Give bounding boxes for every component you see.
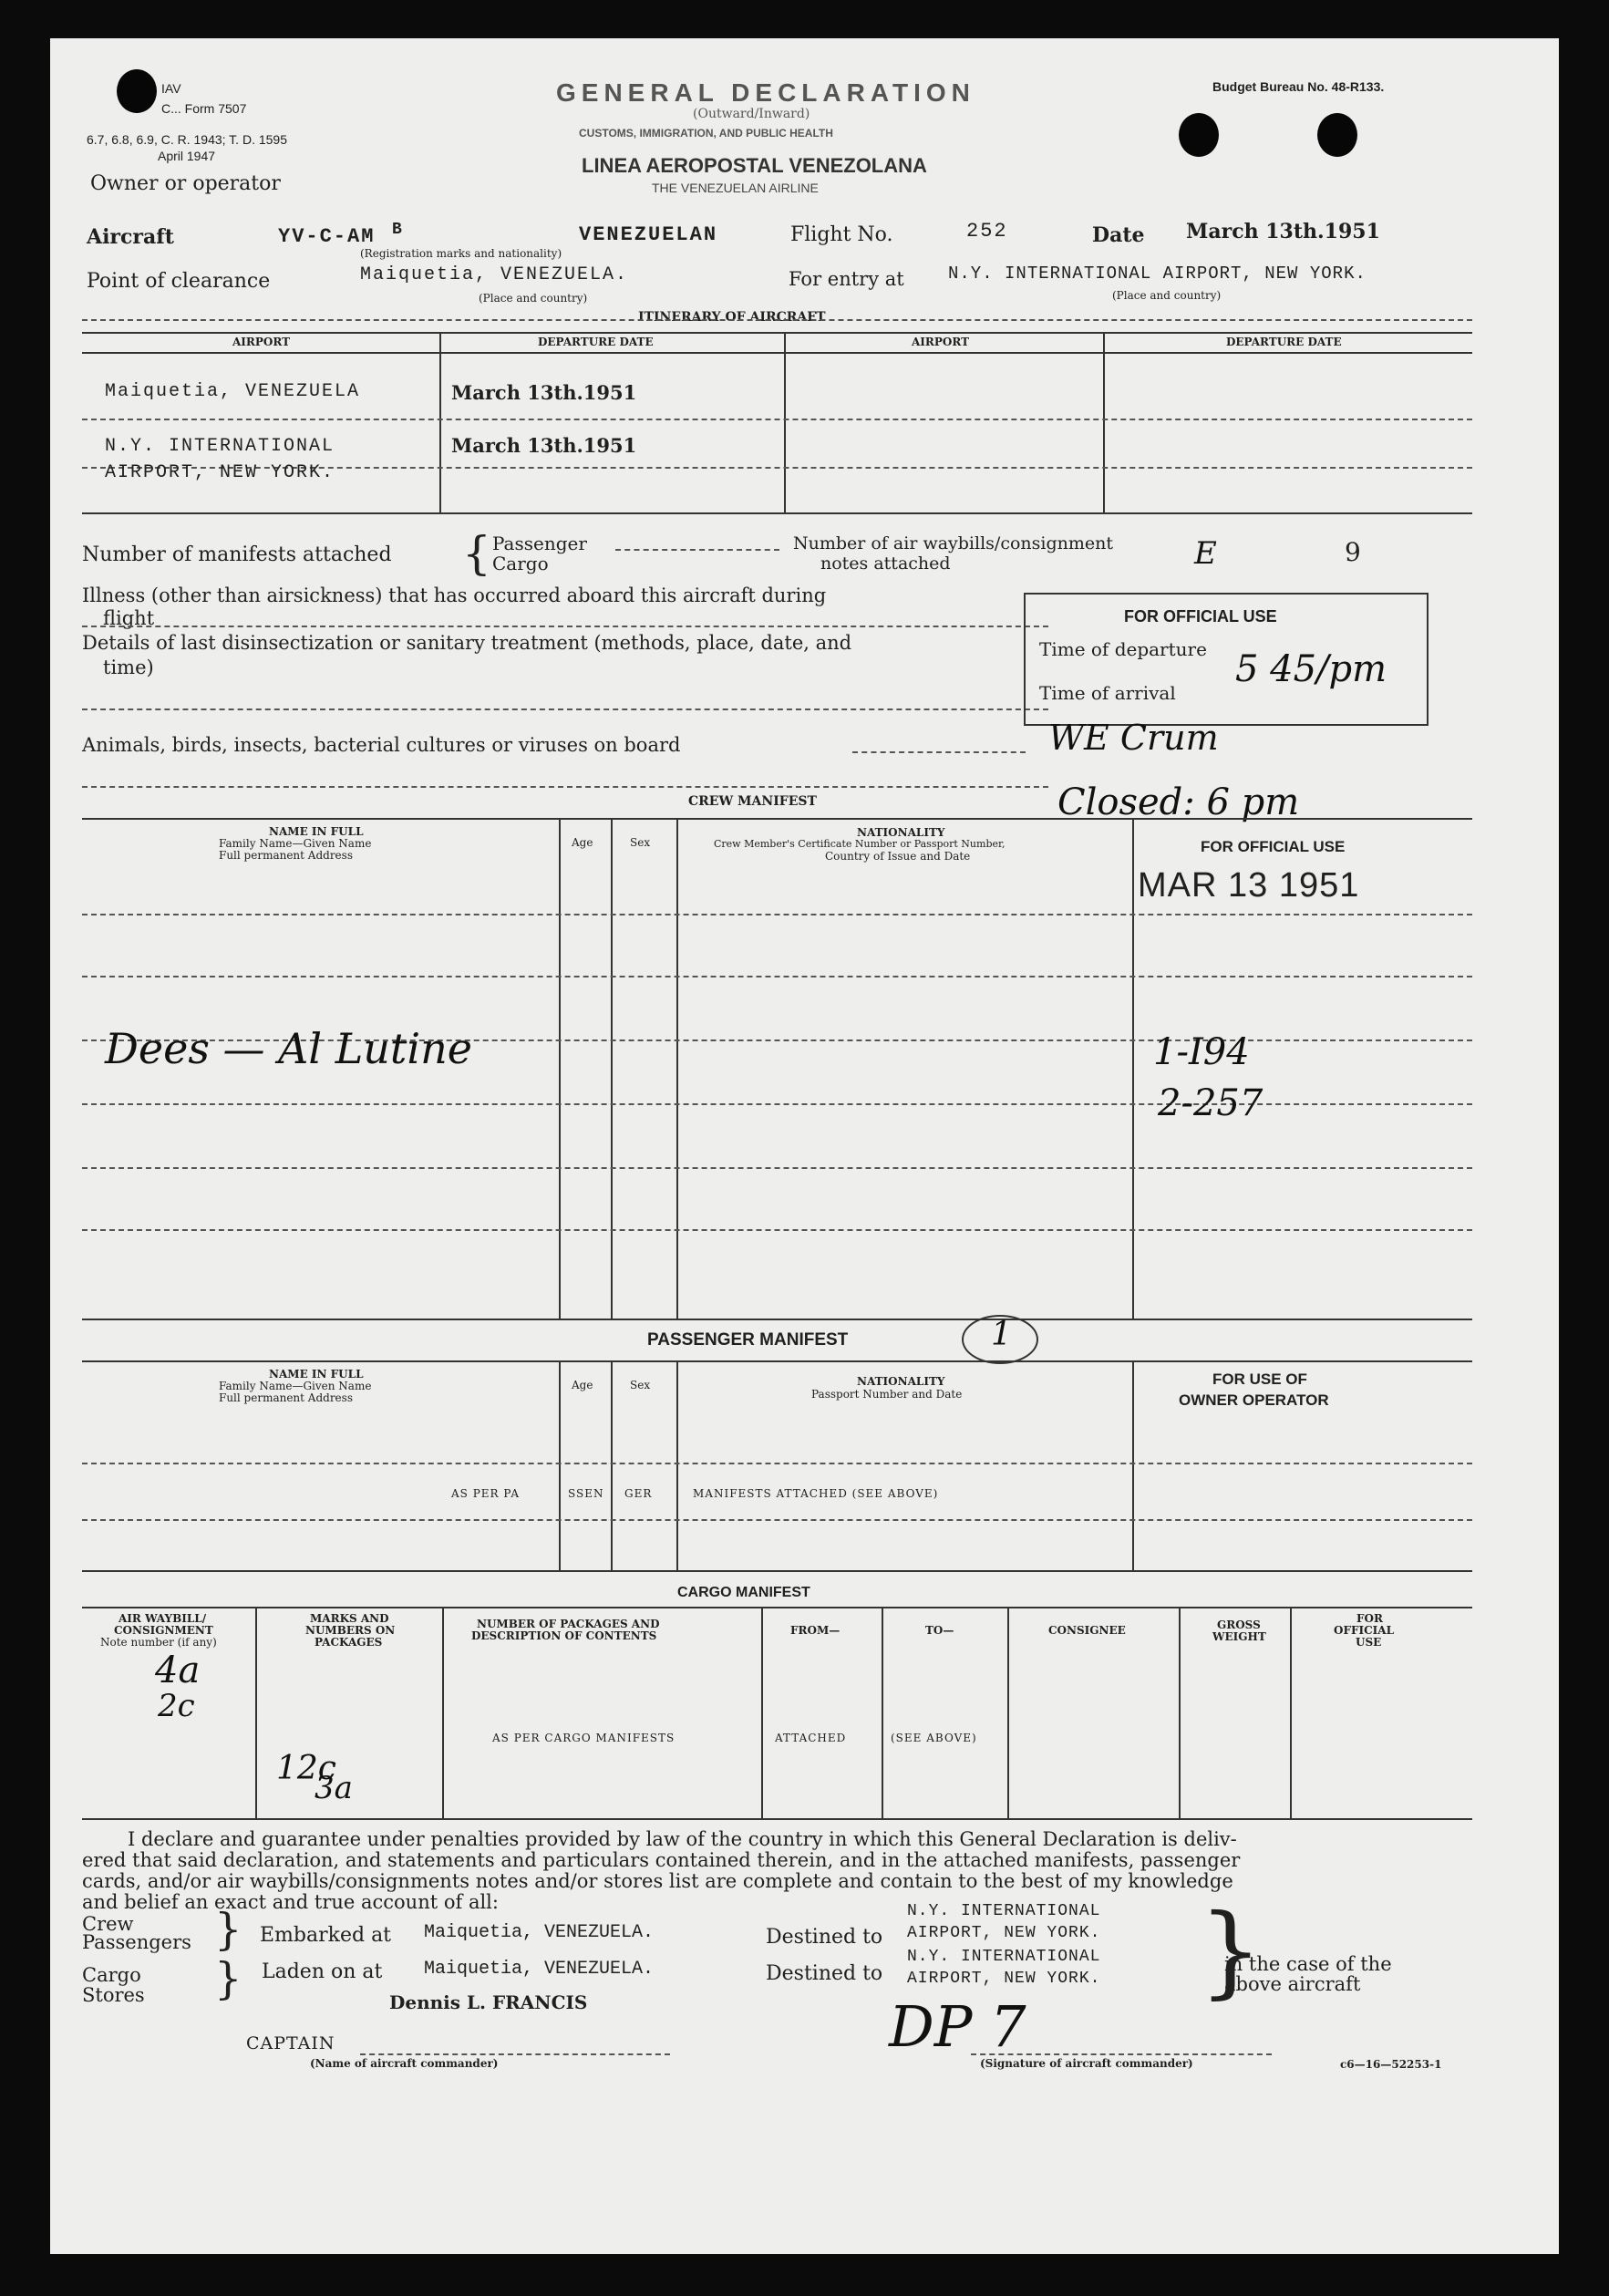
pax-div-name [559,1360,561,1570]
illness-line-2: flight [103,607,155,629]
declaration-line-3: cards, and/or air waybills/consignments notes and/or stores list are complete and contain to the best of my knowledge [82,1870,1233,1892]
cargo-row-desc: AS PER CARGO MANIFESTS [492,1732,676,1744]
cargo-title: CARGO MANIFEST [677,1585,810,1600]
itinerary-header-date-1: DEPARTURE DATE [538,336,654,348]
manifests-passenger-fill [615,549,779,551]
crew-col-age: Age [572,836,593,849]
date-label: Date [1092,223,1145,247]
waybills-value: 9 [1345,537,1361,567]
departure-time-label: Time of departure [1039,638,1207,660]
itinerary-date-2: March 13th.1951 [451,434,637,457]
flight-no-value: 252 [966,220,1008,243]
itinerary-header-date-2: DEPARTURE DATE [1226,336,1342,348]
cargo-col-weight-1: GROSS [1217,1619,1261,1631]
destination-2a: N.Y. INTERNATIONAL [907,1948,1101,1966]
cargo-div-2 [442,1607,444,1818]
pax-col-name-3: Full permanent Address [219,1391,353,1404]
closed-time-note: Closed: 6 pm [1057,781,1300,823]
itinerary-header-airport-1: AIRPORT [232,336,291,348]
declaration-cargo: Cargo [82,1964,141,1986]
pax-row-nat: MANIFESTS ATTACHED (SEE ABOVE) [693,1487,939,1500]
captain-line [360,2053,670,2055]
crew-note-1: 1-I94 [1153,1031,1250,1073]
arrival-time-label: Time of arrival [1039,682,1176,704]
form-subtitle: (Outward/Inward) [693,107,810,121]
cargo-hw-waybill-2: 2c [158,1688,195,1724]
question-rule-1 [82,626,1048,627]
manifests-passenger: Passenger [492,533,587,554]
manifests-label: Number of manifests attached [82,543,392,566]
signature-line [971,2053,1272,2055]
cargo-bottom [82,1818,1472,1820]
cargo-div-4 [882,1607,883,1818]
airline-english: THE VENEZUELAN AIRLINE [652,181,819,195]
crew-row-rule-5 [82,1167,1472,1169]
flight-no-label: Flight No. [790,223,893,246]
passenger-title: PASSENGER MANIFEST [647,1330,849,1350]
cargo-col-weight-2: WEIGHT [1212,1630,1266,1643]
declaration-stores: Stores [82,1984,145,2006]
in-case-line-2: above aircraft [1224,1973,1361,1995]
crew-bottom [82,1319,1472,1320]
crew-header-top [82,818,1472,820]
itinerary-date-1: March 13th.1951 [451,381,637,404]
crew-div-sex [676,818,678,1319]
form-ref-4: April 1947 [158,149,216,163]
airline-name: LINEA AEROPOSTAL VENEZOLANA [582,154,927,177]
cargo-div-5 [1007,1607,1009,1818]
itinerary-top-rule [82,319,1472,321]
cargo-hw-waybill-1: 4a [155,1650,201,1691]
cargo-div-6 [1179,1607,1181,1818]
crew-row-rule-4 [82,1103,1472,1105]
budget-bureau-number: Budget Bureau No. 48-R133. [1212,79,1385,94]
itinerary-airport-2: N.Y. INTERNATIONAL [105,436,335,457]
crew-div-nat [1132,818,1134,1319]
declaration-line-2: ered that said declaration, and statements and particulars contained therein, and in the attached manifests, passenger [82,1849,1241,1871]
pax-div-sex [676,1360,678,1570]
itinerary-bottom [82,512,1472,514]
cargo-col-from: FROM— [790,1624,841,1637]
cargo-col-official-2: OFFICIAL [1334,1624,1395,1637]
question-rule-2 [82,708,1048,710]
clearance-label: Point of clearance [87,270,271,293]
crew-col-name-2: Family Name—Given Name [219,837,372,850]
pax-col-owner-1: FOR USE OF [1212,1370,1307,1388]
pax-row-rule-1 [82,1463,1472,1464]
itinerary-divider-2 [784,332,786,512]
pax-row-rule-2 [82,1519,1472,1521]
itinerary-title: ITINERARY OF AIRCRAFT [638,310,826,325]
official-signature: WE Crum [1048,718,1219,758]
cargo-col-waybill-1: AIR WAYBILL/ [119,1612,207,1625]
registration-caption: (Registration marks and nationality) [360,247,562,260]
declaration-brace-3: } [1199,1892,1263,2009]
crew-row-rule-1 [82,914,1472,915]
embarked-value: Maiquetia, VENEZUELA. [424,1922,655,1943]
cargo-col-desc-2: DESCRIPTION OF CONTENTS [471,1629,657,1642]
form-title: GENERAL DECLARATION [556,78,975,107]
pax-row-age: SSEN [568,1487,604,1500]
crew-col-name-3: Full permanent Address [219,849,353,862]
cargo-col-waybill-2: CONSIGNMENT [114,1624,213,1637]
captain-label: CAPTAIN [246,2033,335,2053]
pax-col-name-1: NAME IN FULL [269,1368,364,1381]
crew-col-sex: Sex [630,836,651,849]
manifests-brace: { [462,527,491,580]
disinsect-line-2: time) [103,657,154,678]
pax-div-nat [1132,1360,1134,1570]
crew-col-official: FOR OFFICIAL USE [1201,838,1346,855]
itinerary-divider-3 [1103,332,1105,512]
entry-value: N.Y. INTERNATIONAL AIRPORT, NEW YORK. [948,264,1367,284]
crew-top-rule [82,786,1048,788]
declaration-crew: Crew [82,1913,134,1935]
crew-div-age [611,818,613,1319]
pax-col-age: Age [572,1379,593,1391]
crew-stamp-date: MAR 13 1951 [1138,866,1360,905]
cargo-col-marks-3: PACKAGES [315,1636,383,1649]
cargo-col-marks-1: MARKS AND [310,1612,389,1625]
pax-row-sex: GER [624,1487,653,1500]
crew-title: CREW MANIFEST [688,794,817,809]
pax-col-sex: Sex [630,1379,651,1391]
destination-2b: AIRPORT, NEW YORK. [907,1970,1101,1988]
crew-handwritten-entry: Dees — Al Lutine [105,1024,472,1073]
aircraft-label: Aircraft [87,225,174,249]
crew-row-rule-6 [82,1229,1472,1231]
laden-value: Maiquetia, VENEZUELA. [424,1959,655,1980]
pax-col-name-2: Family Name—Given Name [219,1380,372,1392]
punch-hole-right-2 [1317,113,1357,157]
cargo-hw-marks-1: 12c [276,1750,336,1787]
embarked-label: Embarked at [260,1924,392,1947]
waybills-label-1: Number of air waybills/consignment [793,533,1113,553]
in-case-line-1: in the case of the [1224,1953,1392,1975]
entry-label: For entry at [789,268,904,290]
owner-label: Owner or operator [90,172,281,195]
destined-label-2: Destined to [766,1962,883,1985]
cargo-div-3 [761,1607,763,1818]
pax-div-age [611,1360,613,1570]
form-ref-2: C... Form 7507 [161,101,247,116]
declaration-line-1: I declare and guarantee under penalties provided by law of the country in which this General Declaration is deliv- [128,1828,1237,1850]
cargo-row-from: ATTACHED [775,1732,847,1744]
punch-hole-right-1 [1179,113,1219,157]
animals-question: Animals, birds, insects, bacterial cultures or viruses on board [82,734,681,756]
pax-col-owner-2: OWNER OPERATOR [1179,1391,1329,1409]
agencies: CUSTOMS, IMMIGRATION, AND PUBLIC HEALTH [579,127,833,140]
commander-signature: DP 7 [889,1993,1026,2060]
declaration-line-4: and belief an exact and true account of all: [82,1891,499,1913]
cargo-col-waybill-3: Note number (if any) [100,1636,217,1649]
punch-hole-left [117,69,157,113]
aircraft-suffix: B [392,221,404,239]
form-ref-3: 6.7, 6.8, 6.9, C. R. 1943; T. D. 1595 [87,132,287,147]
crew-col-nat-1: NATIONALITY [857,826,945,839]
cargo-header-top [82,1607,1472,1608]
passenger-bottom [82,1570,1472,1572]
passenger-circled-number: 1 [991,1316,1012,1353]
date-value: March 13th.1951 [1186,220,1380,243]
itinerary-row-rule-1 [82,419,1472,420]
aircraft-value: YV-C-AM [278,225,376,248]
destination-1b: AIRPORT, NEW YORK. [907,1924,1101,1942]
commander-caption: (Name of aircraft commander) [310,2057,499,2070]
cargo-col-to: TO— [925,1624,954,1637]
commander-name: Dennis L. FRANCIS [389,1991,588,2013]
declaration-brace-1: } [214,1904,242,1955]
cargo-hw-marks-2: 3a [315,1770,353,1806]
cargo-col-official-1: FOR [1356,1612,1383,1625]
signature-caption: (Signature of aircraft commander) [980,2057,1193,2070]
waybills-label-2: notes attached [820,553,951,574]
itinerary-divider-1 [439,332,441,512]
clearance-caption: (Place and country) [479,292,588,305]
disinsect-line-1: Details of last disinsectization or sanitary treatment (methods, place, date, and [82,632,852,654]
pax-col-nat-2: Passport Number and Date [811,1388,963,1401]
manifests-cargo: Cargo [492,553,549,574]
cargo-col-consignee: CONSIGNEE [1048,1624,1126,1637]
pax-col-nat-1: NATIONALITY [857,1375,945,1388]
cargo-div-1 [255,1607,257,1818]
itinerary-header-bottom [82,352,1472,354]
cargo-row-to: (SEE ABOVE) [891,1732,977,1744]
official-use-title: FOR OFFICIAL USE [1124,607,1277,626]
crew-col-nat-2: Crew Member's Certificate Number or Passport Number, [714,838,1006,850]
form-ref-1: IAV [161,81,181,96]
nationality-value: VENEZUELAN [579,223,718,246]
entry-caption: (Place and country) [1112,289,1222,302]
passenger-header-top [82,1360,1472,1362]
cargo-col-marks-2: NUMBERS ON [305,1624,396,1637]
crew-col-name-1: NAME IN FULL [269,825,364,838]
pax-row-name: AS PER PA [451,1487,521,1500]
waybills-mark: E [1194,535,1217,572]
cargo-div-7 [1290,1607,1292,1818]
print-code: c6—16—52253-1 [1340,2058,1442,2071]
cargo-col-desc-1: NUMBER OF PACKAGES AND [477,1618,660,1630]
cargo-col-official-3: USE [1356,1636,1382,1649]
general-declaration-form [50,38,1559,2254]
crew-row-rule-2 [82,976,1472,977]
declaration-passengers: Passengers [82,1931,191,1953]
destined-label-1: Destined to [766,1926,883,1949]
destination-1a: N.Y. INTERNATIONAL [907,1902,1101,1920]
crew-note-2: 2-257 [1158,1082,1263,1124]
illness-line-1: Illness (other than airsickness) that has occurred aboard this aircraft during [82,584,827,606]
itinerary-airport-3: AIRPORT, NEW YORK. [105,462,335,483]
animals-fill [852,751,1026,753]
clearance-value: Maiquetia, VENEZUELA. [360,264,629,285]
itinerary-airport-1: Maiquetia, VENEZUELA [105,381,361,402]
itinerary-header-top [82,332,1472,334]
crew-div-name [559,818,561,1319]
laden-label: Laden on at [262,1960,383,1983]
crew-col-nat-3: Country of Issue and Date [825,850,971,863]
itinerary-header-airport-2: AIRPORT [912,336,970,348]
declaration-brace-2: } [214,1953,242,2004]
arrival-time-value: 5 45/pm [1235,648,1387,690]
